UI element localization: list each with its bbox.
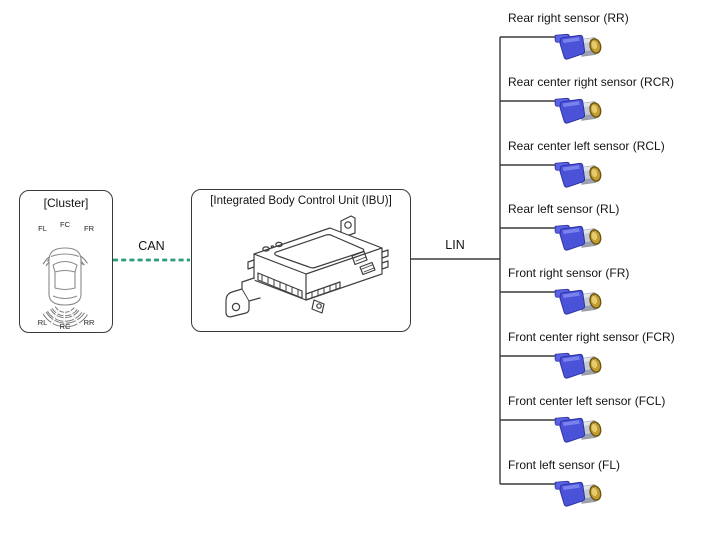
car-body (46, 248, 83, 305)
sensor-row (500, 266, 700, 324)
ultrasonic-sensor-icon (552, 32, 606, 60)
cluster-rr-label: RR (83, 318, 95, 327)
ultrasonic-sensor-icon (552, 160, 606, 188)
ultrasonic-sensor-icon (552, 415, 606, 443)
sensor-label: Front center left sensor (FCL) (508, 394, 666, 408)
sensor-label: Front center right sensor (FCR) (508, 330, 675, 344)
ibu-box (191, 189, 411, 332)
sensor-label: Rear center right sensor (RCR) (508, 75, 675, 89)
sensor-label: Rear left sensor (RL) (508, 202, 620, 216)
sensor-row (500, 75, 700, 133)
cluster-box (19, 190, 113, 333)
car-top-view-icon (20, 208, 111, 332)
sensor-label: Front right sensor (FR) (508, 266, 630, 280)
ultrasonic-sensor-icon (552, 96, 606, 124)
sensor-label: Front left sensor (FL) (508, 458, 621, 472)
sensor-row (500, 139, 700, 197)
can-bus-label: CAN (138, 239, 165, 253)
sensor-row (500, 11, 700, 69)
sensor-row (500, 202, 700, 260)
ibu-title: [Integrated Body Control Unit (IBU)] (210, 195, 392, 207)
cluster-fr-label: FR (84, 224, 94, 233)
ultrasonic-sensor-icon (552, 351, 606, 379)
sensor-row (500, 330, 700, 388)
sensor-label: Rear center left sensor (RCL) (508, 139, 665, 153)
ultrasonic-sensor-icon (552, 479, 606, 507)
cluster-fc-label: FC (60, 220, 70, 229)
cluster-title: [Cluster] (43, 196, 89, 210)
sensor-row (500, 458, 700, 516)
lin-bus-label: LIN (445, 238, 465, 252)
ultrasonic-sensor-icon (552, 287, 606, 315)
cluster-fl-label: FL (38, 224, 47, 233)
sensor-label: Rear right sensor (RR) (508, 11, 629, 25)
sensor-row (500, 394, 700, 452)
cluster-rc-label: RC (59, 322, 71, 331)
ultrasonic-sensor-icon (552, 223, 606, 251)
cluster-rl-label: RL (37, 318, 48, 327)
body-control-module-icon (202, 214, 402, 328)
